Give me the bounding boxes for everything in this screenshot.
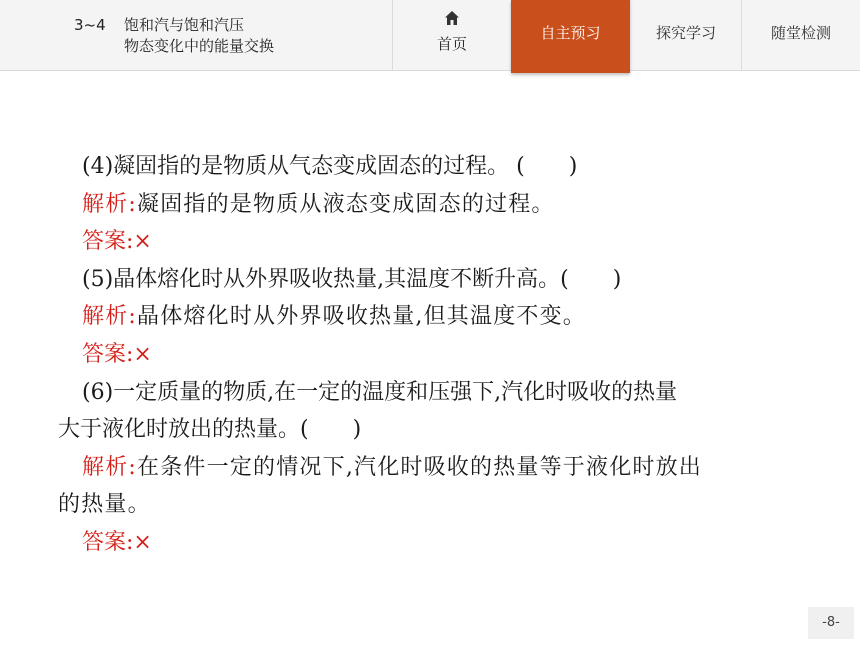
answer-5 <box>58 336 798 374</box>
page-number: -8- <box>808 607 854 639</box>
home-label: 首页 <box>436 35 467 53</box>
analysis-6-line2: 的热量。 <box>58 492 151 518</box>
analysis-text: 在条件一定的情况下,汽化时吸收的热量等于液化时放出 <box>137 454 703 480</box>
answer-mark: × <box>133 229 152 255</box>
tab-in-class-test[interactable]: 随堂检测 <box>741 0 860 70</box>
answer-label: 答案: <box>82 341 134 367</box>
answer-4 <box>58 223 798 261</box>
analysis-text: 晶体熔化时从外界吸收热量,但其温度不变。 <box>137 304 587 330</box>
home-button[interactable] <box>392 0 511 70</box>
analysis-label: 解析: <box>82 454 138 480</box>
analysis-6-line1 <box>58 449 798 487</box>
analysis-5 <box>58 298 798 336</box>
lesson-number: 3~4 <box>74 16 106 34</box>
analysis-4 <box>58 186 798 224</box>
answer-label: 答案: <box>82 529 134 555</box>
top-navigation-bar <box>0 0 860 71</box>
question-6-line2: 大于液化时放出的热量。( ) <box>58 417 362 443</box>
lesson-title-line2: 物态变化中的能量交换 <box>124 37 275 55</box>
tab-self-study[interactable]: 自主预习 <box>511 0 630 73</box>
home-icon <box>445 11 459 25</box>
answer-label: 答案: <box>82 229 134 255</box>
exercise-content <box>58 148 798 562</box>
question-4: (4)凝固指的是物质从气态变成固态的过程。 ( ) <box>82 154 578 179</box>
analysis-label: 解析: <box>82 191 138 217</box>
lesson-title-line1: 饱和汽与饱和汽压 <box>124 16 245 34</box>
analysis-label: 解析: <box>82 304 138 330</box>
question-5: (5)晶体熔化时从外界吸收热量,其温度不断升高。( ) <box>82 266 622 292</box>
answer-mark: × <box>133 529 152 555</box>
tab-explore-learning[interactable]: 探究学习 <box>630 0 741 70</box>
answer-mark: × <box>133 341 152 367</box>
analysis-text: 凝固指的是物质从液态变成固态的过程。 <box>137 191 555 217</box>
question-6-line1: (6)一定质量的物质,在一定的温度和压强下,汽化时吸收的热量 <box>82 379 678 405</box>
answer-6 <box>58 524 798 562</box>
